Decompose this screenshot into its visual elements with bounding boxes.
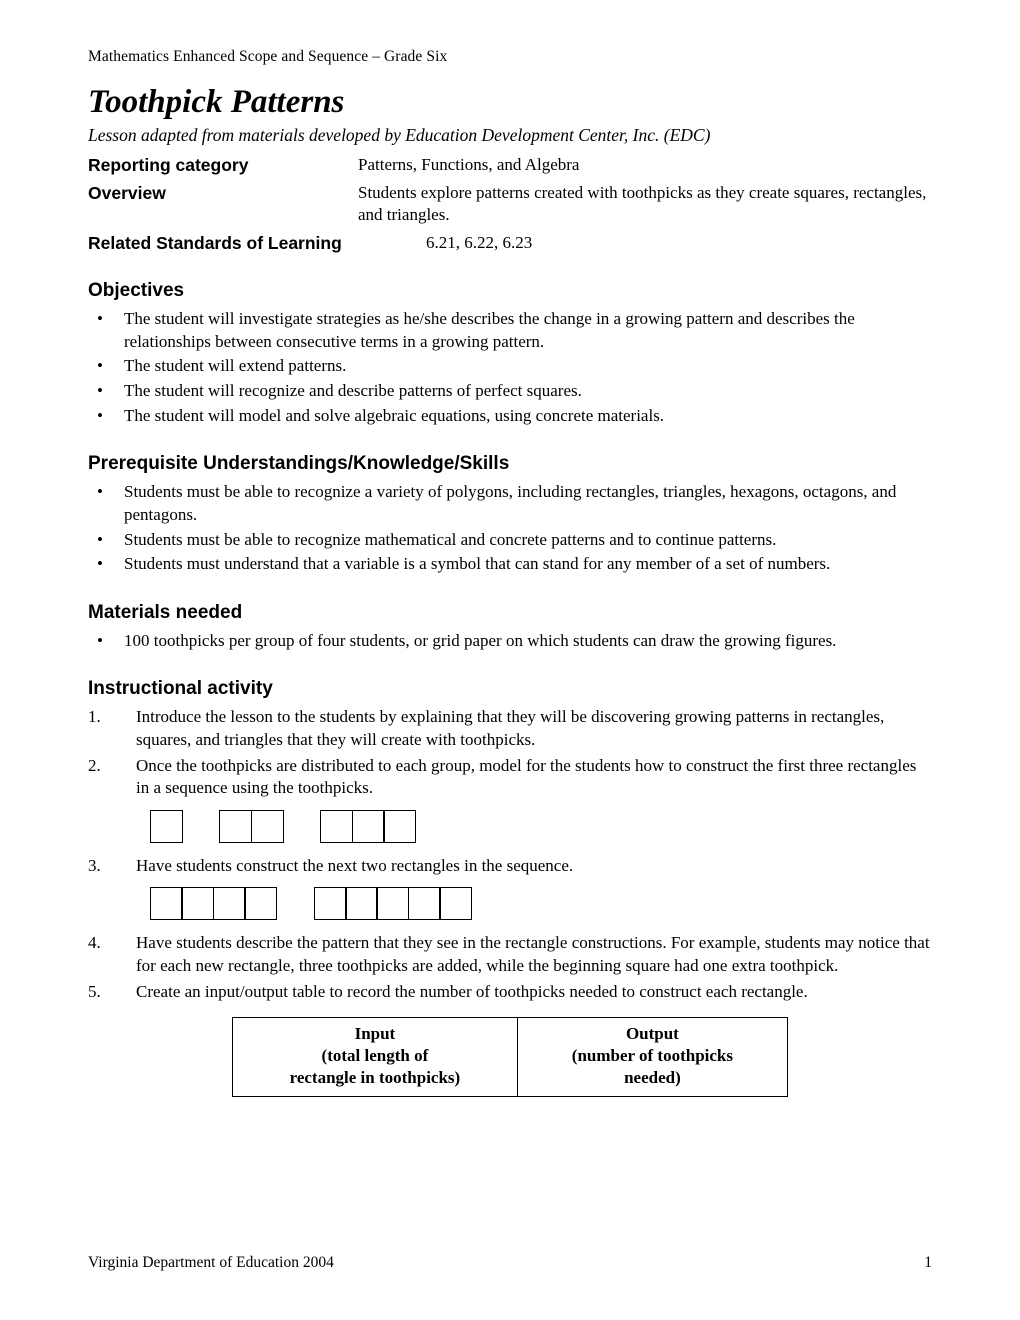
- running-head: Mathematics Enhanced Scope and Sequence – Grade Six: [88, 48, 448, 65]
- document-subtitle: Lesson adapted from materials developed by Education Development Center, Inc. (EDC): [88, 124, 711, 145]
- input-header-line-2: (total length of: [321, 1046, 429, 1066]
- meta-value-standards: 6.21, 6.22, 6.23: [426, 232, 533, 252]
- toothpick-square: [345, 887, 378, 920]
- instructional-steps-list-continued-4: [88, 932, 932, 1003]
- list-item: [88, 932, 932, 977]
- rectangle-figure-4-cells: [150, 887, 276, 920]
- toothpick-square: [150, 887, 183, 920]
- input-output-table-wrapper: [88, 1017, 932, 1097]
- step-text: Create an input/output table to record the number of toothpicks needed to construct each rectangle.: [136, 981, 808, 1001]
- toothpick-square: [408, 887, 441, 920]
- input-header-line-1: Input: [354, 1024, 396, 1044]
- toothpick-square: [213, 887, 246, 920]
- output-header-line-2: (number of toothpicks: [571, 1046, 733, 1066]
- list-item: • The student will recognize and describe patterns of perfect squares.: [88, 380, 932, 403]
- list-item: • Students must understand that a variable is a symbol that can stand for any member of a set of numbers.: [88, 553, 932, 576]
- rectangle-figure-2-cells: [219, 810, 282, 843]
- step-text: Have students describe the pattern that they see in the rectangle constructions. For example, students may notice that for each new rectangle, three toothpicks are added, while the beginning square had one extra toothpick.: [136, 933, 930, 975]
- output-header-line-1: Output: [625, 1024, 679, 1044]
- materials-list: [88, 630, 932, 653]
- step-number: 5.: [88, 981, 101, 1001]
- toothpick-square: [320, 810, 353, 843]
- step-number: 3.: [88, 855, 101, 875]
- instructional-steps-list-continued-3: [88, 855, 932, 878]
- list-item: [88, 706, 932, 751]
- list-item: [88, 981, 932, 1004]
- section-heading-objectives: Objectives: [88, 280, 185, 302]
- table-row: [233, 1018, 788, 1097]
- rectangle-figure-5-cells: [314, 887, 471, 920]
- toothpick-square: [251, 810, 284, 843]
- section-heading-materials: Materials needed: [88, 601, 243, 623]
- toothpick-square: [150, 810, 183, 843]
- step-number: 2.: [88, 755, 101, 775]
- step-text: Once the toothpicks are distributed to each group, model for the students how to construct the first three rectangles in a sequence using the toothpicks.: [136, 755, 917, 798]
- list-item: • Students must be able to recognize a variety of polygons, including rectangles, triangles, hexagons, octagons, and pentagons.: [88, 481, 932, 526]
- input-header-line-3: rectangle in toothpicks): [289, 1068, 461, 1088]
- footer-attribution: Virginia Department of Education 2004: [88, 1254, 334, 1271]
- page-number: 1: [924, 1254, 932, 1271]
- step-text: Introduce the lesson to the students by explaining that they will be discovering growing patterns in rectangles, squares, and triangles that they will create with toothpicks.: [136, 707, 885, 749]
- prerequisites-list: [88, 481, 932, 575]
- meta-label-standards: Related Standards of Learning: [88, 232, 342, 253]
- objectives-list: [88, 308, 932, 427]
- list-item: • The student will investigate strategies as he/she describes the change in a growing pattern and describes the relationships between consecutive terms in a growing pattern.: [88, 308, 932, 353]
- list-item: • Students must be able to recognize mathematical and concrete patterns and to continue patterns.: [88, 529, 932, 552]
- meta-value-reporting-category: Patterns, Functions, and Algebra: [358, 154, 580, 174]
- toothpick-square: [181, 887, 214, 920]
- meta-label-reporting-category: Reporting category: [88, 154, 249, 175]
- meta-value-overview: Students explore patterns created with toothpicks as they create squares, rectangles, and triangles.: [358, 183, 927, 225]
- rectangle-figure-1-cell: [150, 810, 181, 843]
- step-text: Have students construct the next two rectangles in the sequence.: [136, 855, 574, 875]
- instructional-steps-list: [88, 706, 932, 799]
- page-title: Toothpick Patterns: [88, 84, 345, 120]
- page-footer: [88, 1254, 932, 1272]
- input-output-table: [232, 1017, 788, 1097]
- step-number: 1.: [88, 707, 101, 727]
- toothpick-square: [352, 810, 385, 843]
- toothpick-square: [314, 887, 347, 920]
- toothpick-square: [439, 887, 472, 920]
- rectangle-figure-row-2: [150, 887, 932, 920]
- list-item: [88, 855, 932, 878]
- table-header-input: [233, 1018, 518, 1097]
- toothpick-square: [383, 810, 416, 843]
- list-item: • The student will model and solve algebraic equations, using concrete materials.: [88, 405, 932, 428]
- meta-row-overview: [88, 182, 932, 226]
- step-number: 4.: [88, 933, 101, 953]
- section-heading-instructional-activity: Instructional activity: [88, 678, 273, 700]
- output-header-line-3: needed): [624, 1068, 681, 1088]
- meta-label-overview: Overview: [88, 183, 166, 204]
- table-header-output: [517, 1018, 787, 1097]
- rectangle-figure-3-cells: [320, 810, 414, 843]
- rectangle-figure-row-1: [150, 810, 932, 843]
- meta-row-reporting-category: [88, 154, 932, 176]
- meta-row-standards: [88, 232, 932, 254]
- section-heading-prerequisites: Prerequisite Understandings/Knowledge/Skills: [88, 453, 510, 475]
- list-item: [88, 755, 932, 800]
- toothpick-square: [376, 887, 409, 920]
- list-item: • 100 toothpicks per group of four students, or grid paper on which students can draw the growing figures.: [88, 630, 932, 653]
- toothpick-square: [219, 810, 252, 843]
- toothpick-square: [244, 887, 277, 920]
- list-item: • The student will extend patterns.: [88, 355, 932, 378]
